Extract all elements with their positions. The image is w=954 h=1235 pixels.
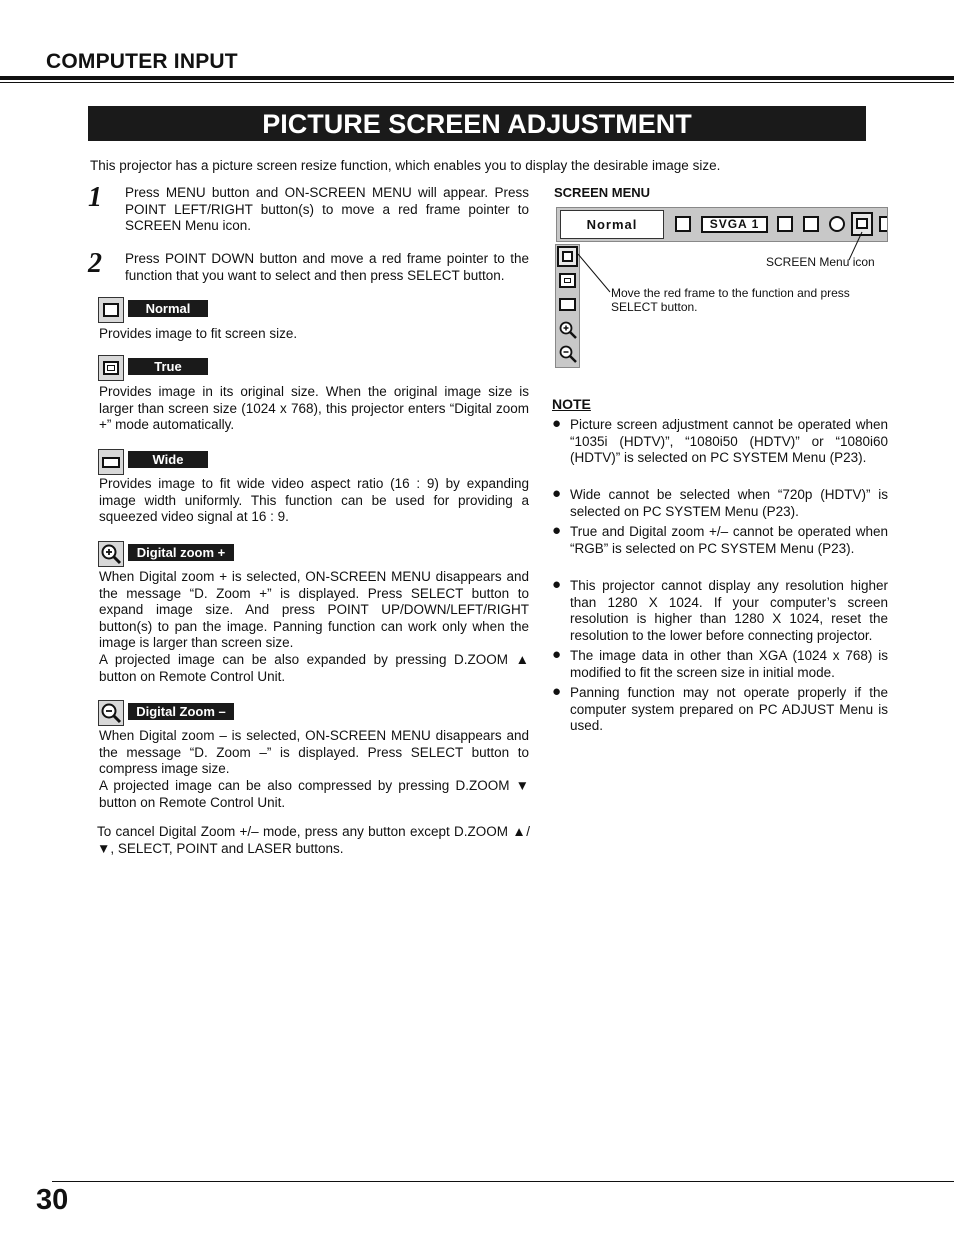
intro-text: This projector has a picture screen resize function, which enables you to display the desirable image size. — [90, 158, 721, 173]
note-item-5: The image data in other than XGA (1024 x 768) is modified to fit the screen size in initial mode. — [570, 648, 888, 680]
header-rule — [0, 76, 954, 80]
zoom-out-option-icon — [558, 344, 578, 364]
true-label: True — [128, 358, 208, 375]
signal-field: SVGA 1 — [701, 216, 768, 233]
note-bullet: ● — [552, 485, 562, 502]
zoom-minus-description: When Digital zoom – is selected, ON-SCREEN MENU disappears and the message “D. Zoom –” is displayed. Press SELECT button to compress image size. — [99, 728, 529, 776]
red-frame-callout: Move the red frame to the function and press SELECT button. — [611, 286, 850, 314]
note-bullet: ● — [552, 415, 562, 432]
zoom-in-icon — [98, 541, 124, 567]
mode-field: Normal — [560, 210, 664, 239]
true-screen-icon — [98, 355, 124, 381]
system-icon — [803, 216, 819, 232]
wide-screen-icon — [98, 449, 124, 475]
note-bullet: ● — [552, 646, 562, 663]
wide-label: Wide — [128, 451, 208, 468]
normal-option-icon — [557, 246, 578, 267]
footer-rule — [52, 1181, 954, 1182]
step-2-text: Press POINT DOWN button and move a red frame pointer to the function that you want to select and then press SELECT button. — [125, 251, 529, 283]
zoom-plus-description: When Digital zoom + is selected, ON-SCREEN MENU disappears and the message “D. Zoom +” is displayed. Press SELECT button to expand image size. And press POINT UP/DOWN/LEFT/RIGHT button(s) to pan the image. Panning function can work only when the image is larger than screen size. — [99, 569, 529, 650]
zoom-plus-remote-note: A projected image can be also expanded by pressing D.ZOOM ▲ button on Remote Control Unit. — [99, 652, 529, 684]
note-bullet: ● — [552, 683, 562, 700]
step-1-number: 1 — [88, 182, 102, 213]
section-title: COMPUTER INPUT — [46, 50, 238, 73]
true-description: Provides image in its original size. When the original image size is larger than screen size (1024 x 768), this projector enters “Digital zoom +” mode automatically. — [99, 384, 529, 432]
wide-option-icon — [559, 298, 576, 311]
note-item-4: This projector cannot display any resolution higher than 1280 X 1024. If your computer’s screen resolution is higher than 1280 X 1024, reset the resolution to the lower before connecting projector. — [570, 578, 888, 643]
true-option-icon — [559, 273, 576, 288]
setting-icon — [879, 216, 888, 232]
wide-description: Provides image to fit wide video aspect ratio (16 : 9) by expanding image width uniformly. This function can be used for providing a squeezed video signal at 16 : 9. — [99, 476, 529, 524]
header-rule-thin — [0, 82, 954, 83]
note-title: NOTE — [552, 396, 591, 412]
normal-description: Provides image to fit screen size. — [99, 326, 298, 341]
note-item-1: Picture screen adjustment cannot be operated when “1035i (HDTV)”, “1080i50 (HDTV)” or “1080i60 (HDTV)” is selected on PC SYSTEM Menu (P23). — [570, 417, 888, 465]
note-item-2: Wide cannot be selected when “720p (HDTV)” is selected on PC SYSTEM Menu (P23). — [570, 487, 888, 519]
zoom-minus-label: Digital Zoom – — [128, 703, 234, 720]
page-number: 30 — [36, 1184, 69, 1216]
cancel-zoom-text: To cancel Digital Zoom +/– mode, press any button except D.ZOOM ▲/▼, SELECT, POINT and LASER buttons. — [97, 824, 530, 856]
screen-menu-title: SCREEN MENU — [554, 185, 651, 200]
step-1-text: Press MENU button and ON-SCREEN MENU will appear. Press POINT LEFT/RIGHT button(s) to move a red frame pointer to SCREEN Menu icon. — [125, 185, 529, 233]
note-bullet: ● — [552, 522, 562, 539]
zoom-out-icon — [98, 700, 124, 726]
pc-adjust-icon — [777, 216, 793, 232]
input-icon — [675, 216, 691, 232]
zoom-in-option-icon — [558, 320, 578, 340]
normal-label: Normal — [128, 300, 208, 317]
zoom-plus-label: Digital zoom + — [128, 544, 234, 561]
screen-menu-icon-callout: SCREEN Menu icon — [766, 255, 875, 269]
callout-line-frame — [576, 252, 616, 297]
page-title: PICTURE SCREEN ADJUSTMENT — [88, 106, 866, 141]
note-item-6: Panning function may not operate properly if the computer system prepared on PC ADJUST Menu is used. — [570, 685, 888, 733]
note-item-3: True and Digital zoom +/– cannot be operated when “RGB” is selected on PC SYSTEM Menu (P23). — [570, 524, 888, 556]
menu-bar — [556, 207, 888, 242]
normal-screen-icon — [98, 297, 124, 323]
zoom-minus-remote-note: A projected image can be also compressed by pressing D.ZOOM ▼ button on Remote Control Unit. — [99, 778, 529, 810]
step-2-number: 2 — [88, 248, 102, 279]
note-bullet: ● — [552, 576, 562, 593]
